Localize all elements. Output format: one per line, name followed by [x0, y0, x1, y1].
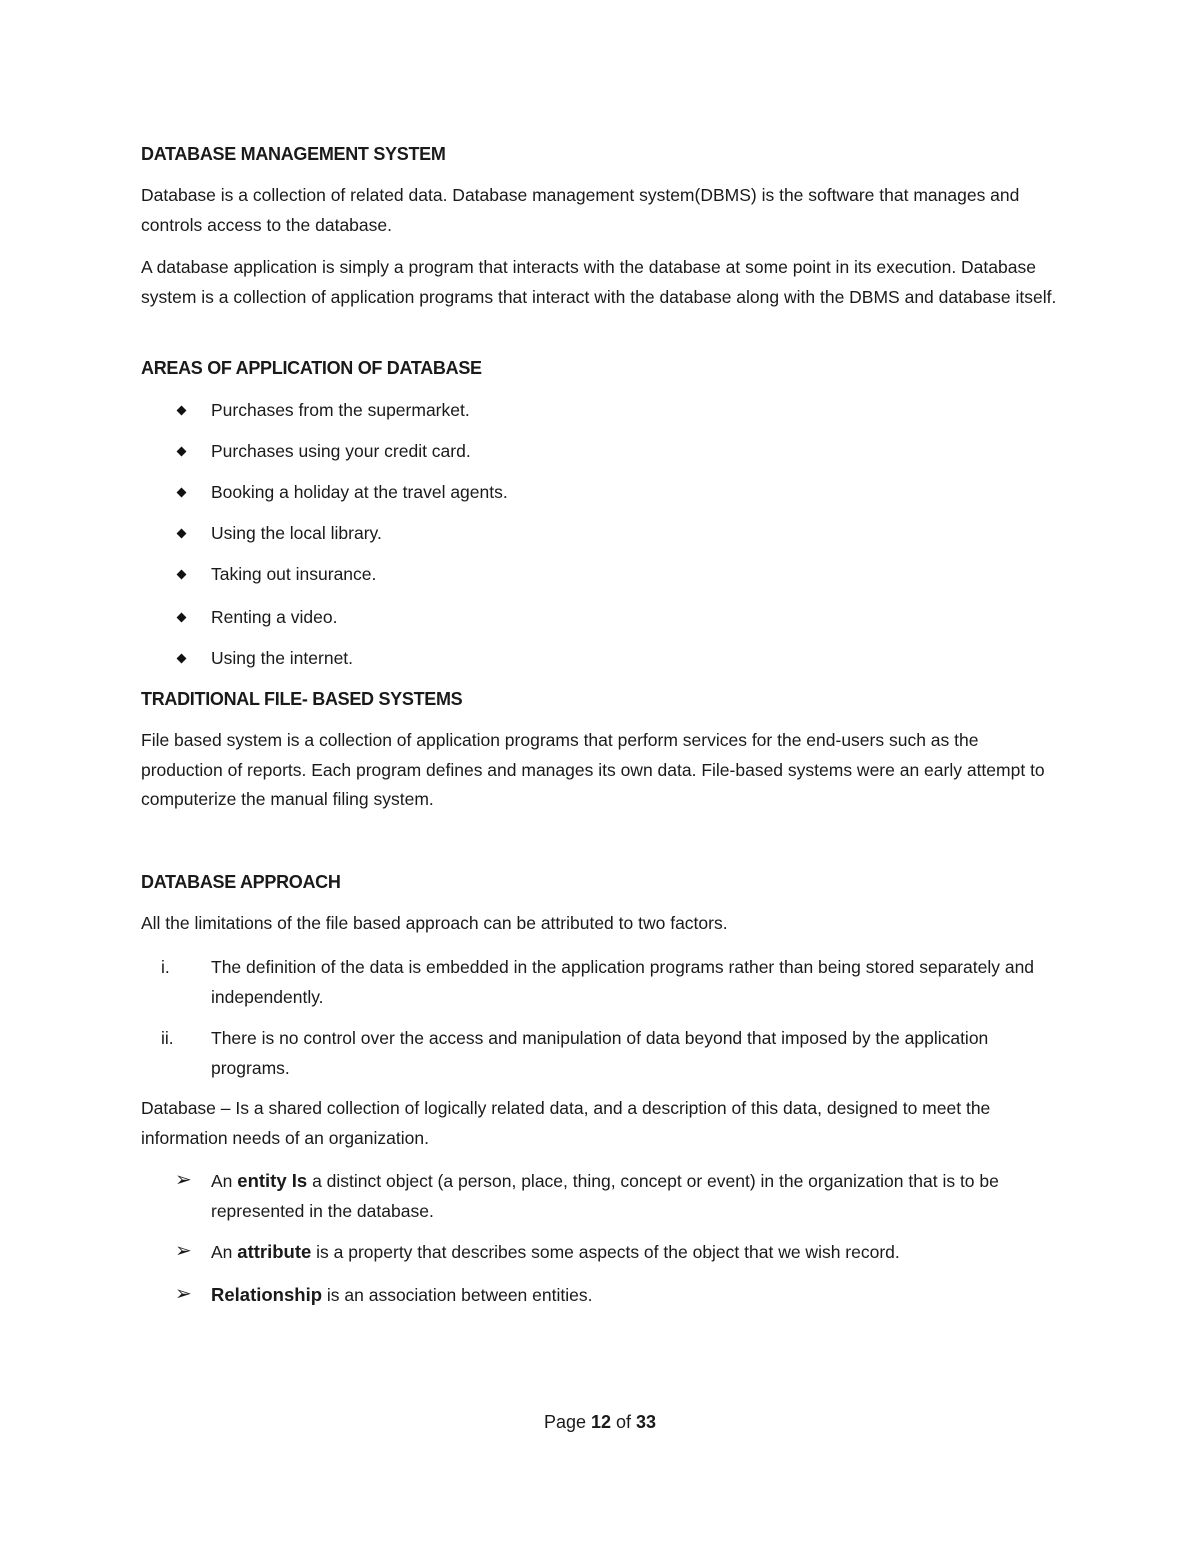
- term-item-text: [211, 1166, 1061, 1226]
- arrow-bullet-icon: ➢: [175, 1169, 192, 1191]
- paragraph-text: File based system is a collection of application programs that perform services for the end-users such as the production of reports. Each program defines and manages its own data. File-based systems were an early attempt to computerize the manual filing system.: [141, 730, 1045, 809]
- list-item-text: Purchases using your credit card.: [211, 441, 471, 461]
- page-number-footer: [0, 1412, 1200, 1433]
- paragraph-dbms-definition: [141, 181, 1061, 240]
- term-description: is an association between entities.: [322, 1285, 593, 1305]
- term-name: Relationship: [211, 1284, 323, 1305]
- total-page-count: 33: [636, 1412, 657, 1432]
- list-item-text: Booking a holiday at the travel agents.: [211, 482, 508, 502]
- term-name: attribute: [237, 1241, 312, 1262]
- list-item-text: Renting a video.: [211, 607, 338, 627]
- term-prefix: An: [211, 1171, 238, 1191]
- diamond-bullet-icon: [177, 654, 187, 664]
- term-description: a distinct object (a person, place, thing, concept or event) in the organization that is to be represented in the database.: [211, 1171, 999, 1221]
- paragraph-text: Database is a collection of related data. Database management system(DBMS) is the software that manages and controls access to the database.: [141, 185, 1020, 235]
- list-item-text: Purchases from the supermarket.: [211, 400, 470, 420]
- paragraph-text: All the limitations of the file based approach can be attributed to two factors.: [141, 913, 728, 933]
- roman-numeral: i.: [161, 957, 170, 977]
- term-description: is a property that describes some aspects of the object that we wish record.: [311, 1242, 900, 1262]
- current-page-number: 12: [590, 1412, 612, 1432]
- term-item-text: [211, 1280, 1061, 1311]
- diamond-bullet-icon: [177, 406, 187, 416]
- numbered-item-text: The definition of the data is embedded in the application programs rather than being stored separately and independently.: [211, 957, 1035, 1007]
- arrow-bullet-icon: ➢: [175, 1240, 192, 1262]
- heading-traditional: TRADITIONAL FILE- BASED SYSTEMS: [141, 689, 463, 709]
- diamond-bullet-icon: [177, 447, 187, 457]
- footer-prefix: Page: [543, 1412, 591, 1432]
- paragraph-database-application: [141, 253, 1061, 312]
- diamond-bullet-icon: [177, 570, 187, 580]
- paragraph-database-definition: [141, 1094, 1061, 1153]
- term-prefix: An: [211, 1242, 238, 1262]
- list-item-text: Taking out insurance.: [211, 564, 377, 584]
- roman-numeral: ii.: [161, 1028, 174, 1048]
- footer-mid: of: [611, 1412, 637, 1432]
- paragraph-traditional: [141, 726, 1061, 815]
- heading-dbms: DATABASE MANAGEMENT SYSTEM: [141, 144, 446, 164]
- paragraph-text: Database – Is a shared collection of logically related data, and a description of this data, designed to meet the information needs of an organization.: [141, 1098, 991, 1148]
- term-name: entity Is: [237, 1170, 308, 1191]
- list-item-text: Using the internet.: [211, 648, 354, 668]
- list-item-text: Using the local library.: [211, 523, 382, 543]
- diamond-bullet-icon: [177, 529, 187, 539]
- numbered-item-text: There is no control over the access and manipulation of data beyond that imposed by the application programs.: [211, 1028, 989, 1078]
- paragraph-text: A database application is simply a program that interacts with the database at some point in its execution. Database system is a collection of application programs that interact with the database along with the DBMS and database itself.: [141, 257, 1057, 307]
- paragraph-approach: [141, 909, 1061, 939]
- diamond-bullet-icon: [177, 613, 187, 623]
- heading-approach: DATABASE APPROACH: [141, 872, 341, 892]
- arrow-bullet-icon: ➢: [175, 1283, 192, 1305]
- heading-areas: AREAS OF APPLICATION OF DATABASE: [141, 358, 482, 378]
- term-item-text: [211, 1237, 1061, 1268]
- diamond-bullet-icon: [177, 488, 187, 498]
